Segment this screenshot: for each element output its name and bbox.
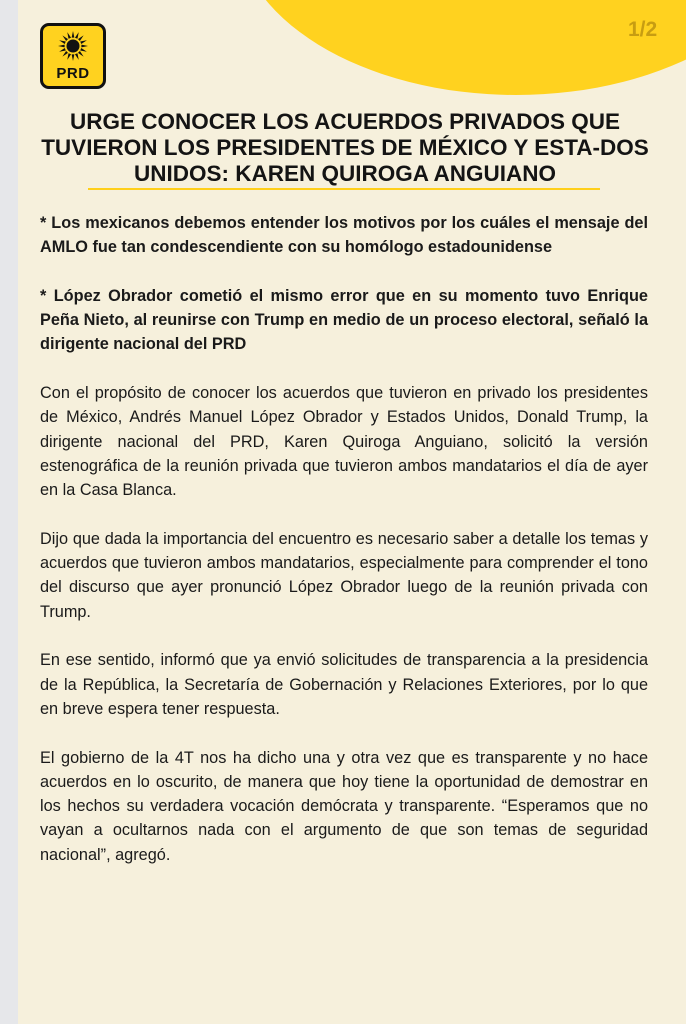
sun-ray xyxy=(59,40,66,44)
sun-ray xyxy=(78,35,84,41)
sun-ray xyxy=(80,40,87,44)
sun-ray xyxy=(58,45,65,48)
sun-ray xyxy=(72,31,75,38)
sun-ray xyxy=(67,53,71,60)
sun-ray xyxy=(81,45,88,48)
article-body xyxy=(40,211,648,891)
paragraph: Con el propósito de conocer los acuerdos que tuvieron en privado los presidentes de México, Andrés Manuel López Obrador y Estados Unidos, Donald Trump, la dirigente nacional del PRD, Karen Quiroga Anguiano, solicitó la versión estenográfica de la reunión privada que tuvieron ambos mandatarios el día de ayer en la Casa Blanca. xyxy=(40,384,648,500)
sun-ray xyxy=(80,48,87,52)
headline-underline xyxy=(88,188,600,190)
headline: URGE CONOCER LOS ACUERDOS PRIVADOS QUE TUVIERON LOS PRESIDENTES DE MÉXICO Y ESTA-DOS UNIDOS: KAREN QUIROGA ANGUIANO xyxy=(41,109,649,186)
prd-logo xyxy=(40,23,106,89)
sun-ray xyxy=(62,35,68,41)
summary-bullet: * Los mexicanos debemos entender los motivos por los cuáles el mensaje del AMLO fue tan condescendiente con su homólogo estadounidense xyxy=(40,214,648,257)
sun-ray xyxy=(75,32,79,39)
paragraph: Dijo que dada la importancia del encuentro es necesario saber a detalle los temas y acuerdos que tuvieron ambos mandatarios, especialmente para comprender el tono del discurso que ayer pronunció López Obrador luego de la reunión privada con Trump. xyxy=(40,529,648,621)
sun-ray xyxy=(75,53,79,60)
paragraph: En ese sentido, informó que ya envió solicitudes de transparencia a la presidencia de la República, la Secretaría de Gobernación y Relaciones Exteriores, por lo que en breve espera tener respuesta. xyxy=(40,651,648,718)
page-indicator: 1/2 xyxy=(628,18,658,41)
sun-ray xyxy=(72,54,75,61)
summary-bullet: * López Obrador cometió el mismo error que en su momento tuvo Enrique Peña Nieto, al reunirse con Trump en medio de un proceso electoral, señaló la dirigente nacional del PRD xyxy=(40,286,648,354)
sun-ray xyxy=(78,51,84,57)
sun-ray xyxy=(67,32,71,39)
sun-ray xyxy=(59,48,66,52)
logo-text: PRD xyxy=(56,65,90,82)
paragraph: El gobierno de la 4T nos ha dicho una y otra vez que es transparente y no hace acuerdos en lo oscurito, de manera que hoy tiene la oportunidad de demostrar en los hechos su verdadera vocación demócrata y transparente. “Esperamos que no vayan a ocultarnos nada con el argumento de que son temas de seguridad nacional”, agregó. xyxy=(40,748,648,864)
sun-ray xyxy=(62,51,68,57)
